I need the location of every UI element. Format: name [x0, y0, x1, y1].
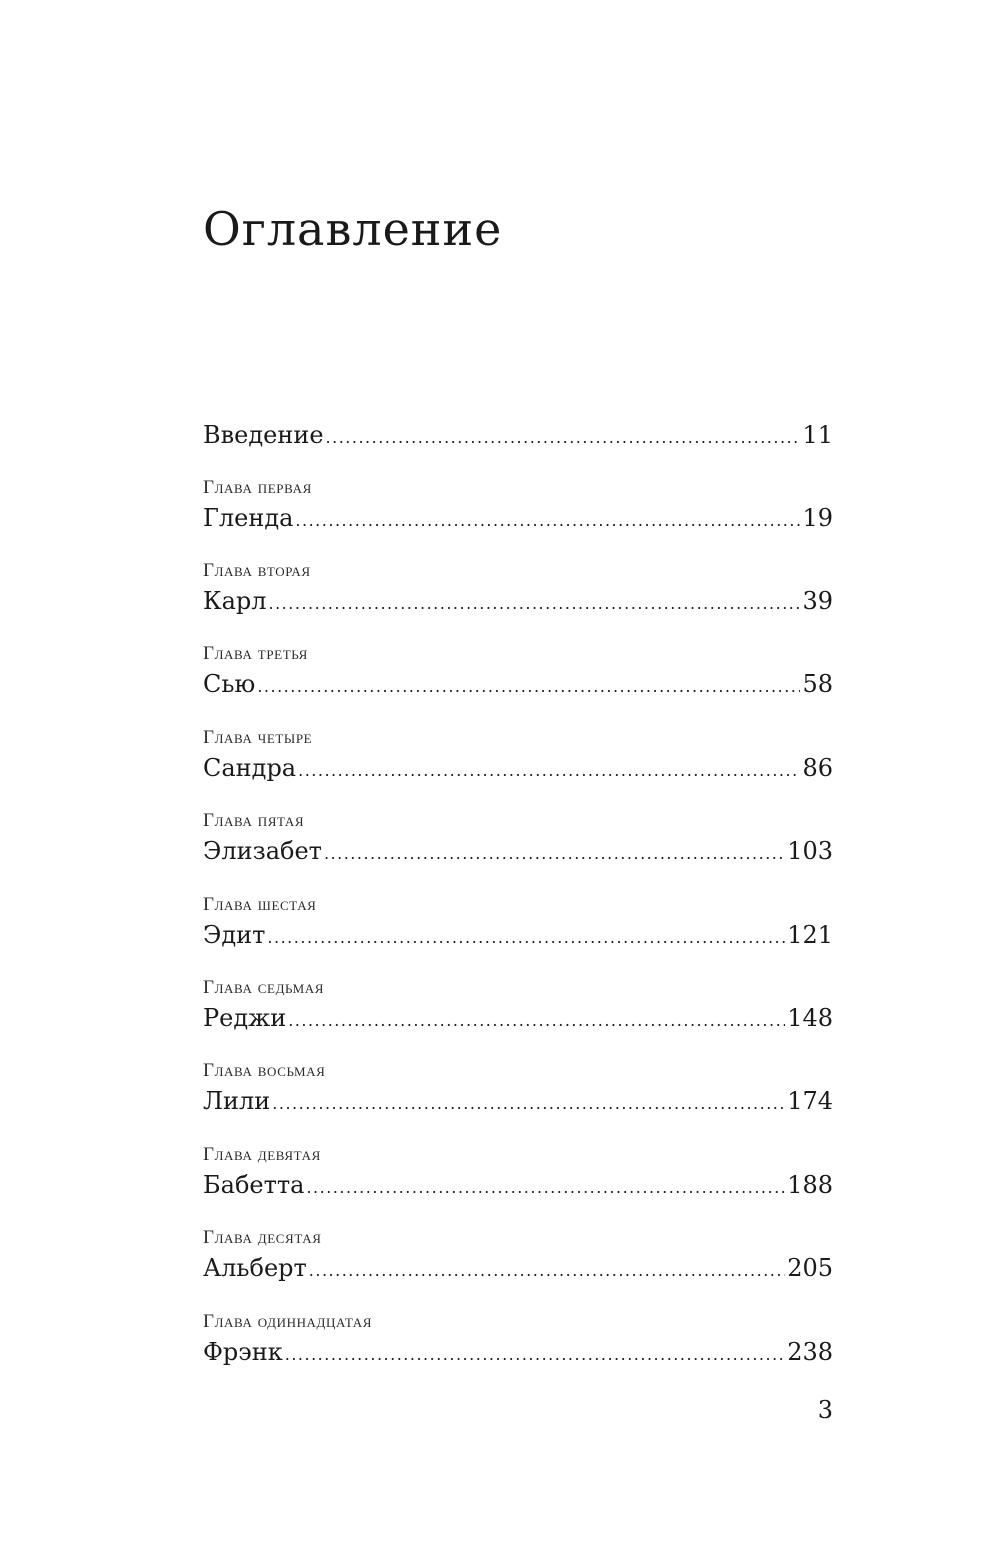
- toc-entry-title: Элизабет: [203, 837, 322, 865]
- chapter-label: Глава седьмая: [203, 977, 325, 998]
- toc-entry-title: Сандра: [203, 754, 297, 782]
- toc-entry-line: [203, 501, 833, 535]
- dot-leader: [326, 421, 801, 455]
- toc-entry-title: Реджи: [203, 1004, 287, 1032]
- dot-leader: [298, 754, 800, 788]
- toc-entry-page: 205: [787, 1254, 833, 1282]
- toc-entry-page: 58: [802, 670, 833, 698]
- toc-entry-page: 39: [802, 587, 833, 615]
- toc-entry-line: [203, 834, 833, 868]
- toc-entry-title: Фрэнк: [203, 1338, 283, 1366]
- chapter-label: Глава одиннадцатая: [203, 1311, 372, 1332]
- toc-entry-line: [203, 584, 833, 618]
- dot-leader: [309, 1254, 785, 1288]
- toc-entry-page: 19: [802, 504, 833, 532]
- toc-entry-page: 121: [787, 921, 833, 949]
- dot-leader: [272, 1087, 785, 1121]
- toc-entry-page: 174: [787, 1087, 833, 1115]
- chapter-label: Глава четыре: [203, 727, 313, 748]
- chapter-label: Глава вторая: [203, 560, 311, 581]
- toc-entry-page: 103: [787, 837, 833, 865]
- dot-leader: [324, 837, 785, 871]
- chapter-label: Глава десятая: [203, 1227, 322, 1248]
- dot-leader: [257, 670, 800, 704]
- toc-entry-line: [203, 751, 833, 785]
- toc-entry-line: [203, 667, 833, 701]
- toc-entry-title: Введение: [203, 421, 324, 449]
- chapter-label: Глава девятая: [203, 1144, 321, 1165]
- toc-entry-line: [203, 1335, 833, 1369]
- toc-entry-title: Гленда: [203, 504, 294, 532]
- chapter-label: Глава первая: [203, 477, 312, 498]
- toc-entry-page: 148: [787, 1004, 833, 1032]
- toc-entry-title: Карл: [203, 587, 267, 615]
- page-number: 3: [817, 1396, 833, 1424]
- toc-entry-title: Эдит: [203, 921, 266, 949]
- chapter-label: Глава восьмая: [203, 1060, 326, 1081]
- toc-entry-title: Лили: [203, 1087, 271, 1115]
- dot-leader: [295, 504, 800, 538]
- toc-entry-line: [203, 1168, 833, 1202]
- dot-leader: [288, 1004, 785, 1038]
- toc-entry-line: [203, 418, 833, 452]
- chapter-label: Глава шестая: [203, 894, 317, 915]
- toc-entry-line: [203, 1084, 833, 1118]
- toc-entry-title: Сью: [203, 670, 256, 698]
- page-title: Оглавление: [203, 202, 503, 256]
- dot-leader: [269, 587, 801, 621]
- dot-leader: [285, 1338, 785, 1372]
- toc-entry-title: Бабетта: [203, 1171, 305, 1199]
- dot-leader: [267, 921, 785, 955]
- toc-entry-page: 11: [802, 421, 833, 449]
- chapter-label: Глава третья: [203, 643, 308, 664]
- toc-entry-line: [203, 918, 833, 952]
- toc-entry-page: 188: [787, 1171, 833, 1199]
- chapter-label: Глава пятая: [203, 810, 305, 831]
- dot-leader: [306, 1171, 785, 1205]
- toc-entry-line: [203, 1001, 833, 1035]
- toc-entry-line: [203, 1251, 833, 1285]
- toc-entry-page: 238: [787, 1338, 833, 1366]
- toc-entry-page: 86: [802, 754, 833, 782]
- toc-entry-title: Альберт: [203, 1254, 307, 1282]
